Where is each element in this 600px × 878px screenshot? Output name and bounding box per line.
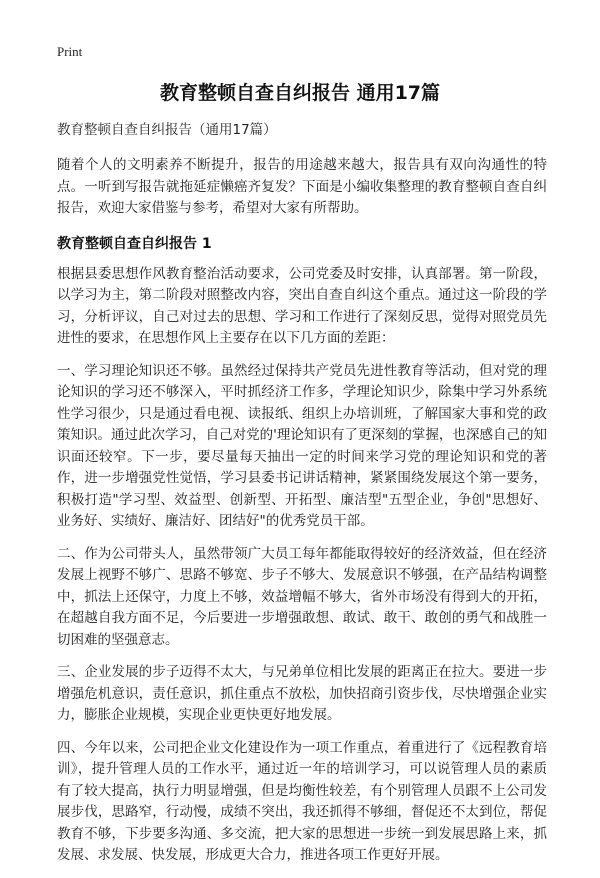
section-heading: 教育整顿自查自纠报告 1 xyxy=(57,235,212,252)
print-link[interactable]: Print xyxy=(57,44,83,59)
document-title: 教育整顿自查自纠报告 通用17篇 xyxy=(159,82,441,104)
document-body xyxy=(57,120,547,878)
body-paragraph-theory-study: 一、学习理论知识还不够。虽然经过保持共产党员先进性教育等活动，但对党的理论知识的学习还不够深入，平时抓经济工作多，学理论知识少，除集中学习外系统性学习很少，只是通过看电视、读报纸、组织上办培训班，了解国家大事和党的政策知识。通过此次学习，自己对党的'理论知识有了更深刻的掌握，也深感自己的知识面还较窄。下一步，要尽量每天抽出一定的时间来学习党的理论知识和党的著作，进一步增强党性觉悟，学习县委书记讲话精神，紧紧围绕发展这个第一要务，积极打造"学习型、效益型、创新型、开拓型、廉洁型"五型企业，争创"思想好、业务好、实绩好、廉洁好、团结好"的优秀党员干部。 xyxy=(57,362,547,529)
body-paragraph-opening: 根据县委思想作风教育整治活动要求，公司党委及时安排，认真部署。第一阶段，以学习为主，第二阶段对照整改内容，突出自查自纠这个重点。通过这一阶段的学习，分析评议，自己对过去的思想、学习和工作进行了深刻反思，觉得对照党员先进性的要求，在思想作风上主要存在以下几方面的差距： xyxy=(57,265,547,346)
body-paragraph-company-leader: 二、作为公司带头人，虽然带领广大员工每年都能取得较好的经济效益，但在经济发展上视野不够广、思路不够宽、步子不够大、发展意识不够强，在产品结构调整中，抓法上还保守，力度上不够，效益增幅不够大，省外市场没有得到大的开拓，在超越自我方面不足，今后要进一步增强敢想、敢试、敢干、敢创的勇气和战胜一切困难的坚强意志。 xyxy=(57,545,547,648)
intro-paragraph: 随着个人的文明素养不断提升，报告的用途越来越大，报告具有双向沟通性的特点。一听到写报告就拖延症懒癌齐复发？下面是小编收集整理的教育整顿自查自纠报告，欢迎大家借鉴与参考，希望对大家有所帮助。 xyxy=(57,157,547,216)
body-paragraph-enterprise-development: 三、企业发展的步子迈得不太大，与兄弟单位相比发展的距离正在拉大。要进一步增强危机意识，责任意识，抓住重点不放松，加快招商引资步伐，尽快增强企业实力，膨胀企业规模，实现企业更快更好地发展。 xyxy=(57,664,547,723)
document-subtitle: 教育整顿自查自纠报告（通用17篇） xyxy=(57,122,277,138)
body-paragraph-corporate-culture: 四、今年以来，公司把企业文化建设作为一项工作重点，着重进行了《远程教育培训》，提升管理人员的工作水平，通过近一年的培训学习，可以说管理人员的素质有了较大提高，执行力明显增强，但是均衡性较差，有个别管理人员跟不上公司发展步伐，思路窄，行动慢，成绩不突出，我还抓得不够细，督促还不太到位，帮促教育不够，下步要多沟通、多交流，把大家的思想进一步统一到发展思路上来，抓发展、求发展、快发展，形成更大合力，推进各项工作更好开展。 xyxy=(57,739,547,863)
